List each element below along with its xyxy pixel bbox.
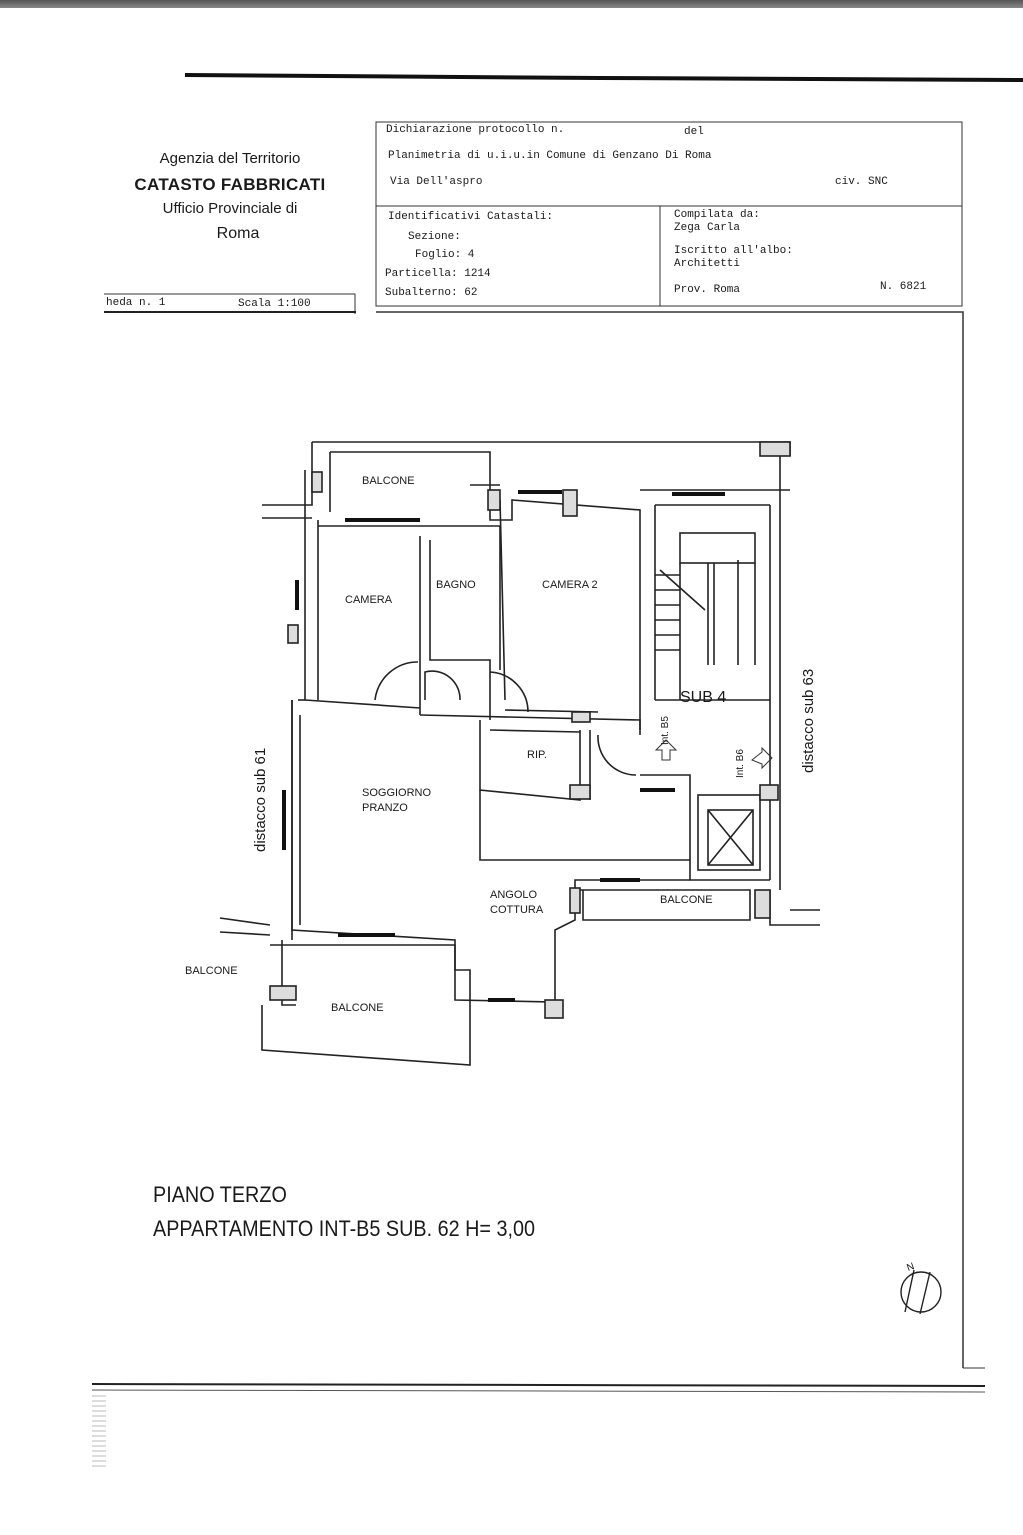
label-int-b6: Int. B6: [735, 749, 746, 778]
room-balcone-top: BALCONE: [362, 475, 415, 487]
floor-title: PIANO TERZO: [153, 1182, 287, 1207]
subalterno-field: Subalterno: 62: [385, 287, 478, 299]
room-cottura: COTTURA: [490, 904, 544, 916]
room-angolo: ANGOLO: [490, 889, 538, 901]
agency-city: Roma: [216, 225, 260, 242]
room-rip: RIP.: [527, 749, 547, 761]
label-int-b5: Int. B5: [660, 716, 671, 745]
north-arrow-label: N: [905, 1261, 916, 1274]
sezione-field: Sezione:: [408, 231, 461, 243]
scheda-number: heda n. 1: [106, 297, 166, 309]
label-distacco-sub-61: distacco sub 61: [252, 747, 269, 852]
planimetria-label: Planimetria di u.i.u.in Comune di Genzano Di Roma: [388, 150, 712, 162]
prov-label: Prov. Roma: [674, 284, 741, 296]
room-balcone-right: BALCONE: [660, 894, 713, 906]
protocol-label: Dichiarazione protocollo n.: [386, 124, 565, 136]
room-bagno: BAGNO: [436, 579, 476, 591]
scheda-scale: Scala 1:100: [238, 298, 311, 310]
scan-left-artifact: [92, 1395, 106, 1470]
protocol-del: del: [684, 126, 704, 138]
room-camera-2: CAMERA 2: [542, 579, 598, 591]
albo-value: Architetti: [674, 258, 741, 270]
room-pranzo: PRANZO: [362, 802, 408, 814]
room-camera: CAMERA: [345, 594, 393, 606]
identificativi-title: Identificativi Catastali:: [388, 211, 554, 223]
compilata-title: Compilata da:: [674, 209, 760, 221]
label-distacco-sub-63: distacco sub 63: [800, 668, 817, 773]
foglio-field: Foglio: 4: [415, 249, 475, 261]
north-arrow-icon: [899, 1270, 943, 1314]
iscritto-label: Iscritto all'albo:: [674, 245, 793, 257]
address-via: Via Dell'aspro: [390, 176, 483, 188]
agency-name: Agenzia del Territorio: [159, 150, 301, 167]
apartment-title: APPARTAMENTO INT-B5 SUB. 62 H= 3,00: [153, 1216, 536, 1241]
room-sub-4: SUB 4: [680, 689, 727, 706]
room-balcone-bottom: BALCONE: [331, 1002, 384, 1014]
address-civ: civ. SNC: [835, 176, 888, 188]
agency-catasto: CATASTO FABBRICATI: [134, 175, 326, 194]
agency-office: Ufficio Provinciale di: [162, 200, 298, 217]
albo-number: N. 6821: [880, 281, 927, 293]
compilata-name: Zega Carla: [674, 222, 741, 234]
room-balcone-left: BALCONE: [185, 965, 238, 977]
room-soggiorno: SOGGIORNO: [362, 787, 432, 799]
particella-field: Particella: 1214: [385, 268, 491, 280]
